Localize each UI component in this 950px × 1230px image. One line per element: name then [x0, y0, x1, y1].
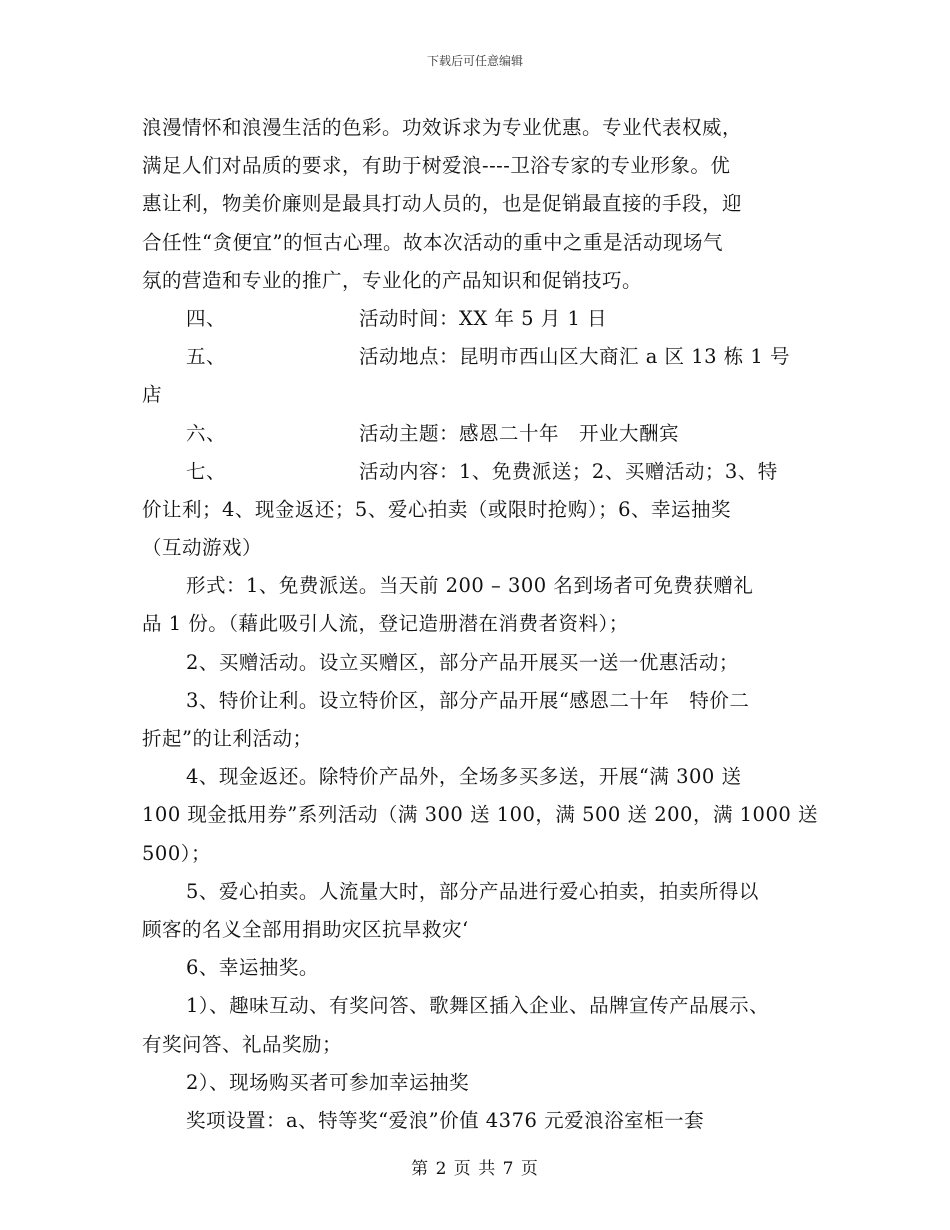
text-line: [142, 682, 842, 720]
line-text: 合任性“贪便宜”的恒古心理。故本次活动的重中之重是活动现场气: [142, 230, 723, 254]
text-line: [142, 262, 842, 300]
text-line: [142, 835, 842, 873]
line-text: 活动内容：1、免费派送；2、买赠活动；3、特: [359, 459, 778, 483]
text-line: [142, 796, 842, 834]
line-text: 4、现金返还。除特价产品外，全场多买多送，开展“满 300 送: [186, 765, 742, 789]
line-text: 浪漫情怀和浪漫生活的色彩。功效诉求为专业优惠。专业代表权威，: [142, 116, 743, 139]
section-number: 五、: [186, 345, 227, 369]
text-line: [142, 987, 842, 1025]
line-text: 店: [142, 383, 163, 407]
line-text: 100 现金抵用券”系列活动（满 300 送 100，满 500 送 200，满 1000 送: [142, 803, 818, 827]
line-text: 惠让利，物美价廉则是最具打动人员的，也是促销最直接的手段，迎: [142, 192, 743, 216]
line-text: （互动游戏）: [142, 536, 263, 560]
text-line: [142, 1026, 842, 1064]
text-line: [142, 109, 842, 147]
text-line: [142, 1064, 842, 1102]
line-text: 6、幸运抽奖。: [186, 956, 319, 980]
section-number: 六、: [186, 421, 227, 445]
line-text: 3、特价让利。设立特价区，部分产品开展“感恩二十年 特价二: [186, 688, 750, 712]
line-text: 奖项设置：a、特等奖“爱浪”价值 4376 元爱浪浴室柜一套: [186, 1108, 705, 1132]
text-line: [142, 873, 842, 911]
line-text: 500）；: [142, 841, 211, 865]
line-text: 1）、趣味互动、有奖问答、歌舞区插入企业、品牌宣传产品展示、: [186, 994, 770, 1018]
text-line: [142, 338, 842, 376]
line-text: 活动地点：昆明市西山区大商汇 a 区 13 栋 1 号: [359, 345, 791, 369]
text-line: [142, 147, 842, 185]
page-header: 下载后可任意编辑: [426, 54, 523, 68]
text-line: [142, 949, 842, 987]
text-line: [142, 529, 842, 567]
text-line: [142, 415, 842, 453]
text-line: [142, 491, 842, 529]
text-line: [142, 567, 842, 605]
text-line: [142, 224, 842, 262]
document-body: [142, 109, 842, 1140]
text-line: [142, 300, 842, 338]
section-number: 四、: [186, 306, 227, 330]
page-footer: 第 2 页 共 7 页: [411, 1159, 539, 1179]
line-text: 价让利；4、现金返还；5、爱心拍卖（或限时抢购）；6、幸运抽奖: [142, 497, 731, 521]
line-text: 形式：1、免费派送。当天前 200 – 300 名到场者可免费获赠礼: [186, 574, 754, 598]
text-line: [142, 911, 842, 949]
line-text: 2）、现场购买者可参加幸运抽奖: [186, 1070, 470, 1094]
section-number: 七、: [186, 459, 227, 483]
line-text: 满足人们对品质的要求，有助于树爱浪----卫浴专家的专业形象。优: [142, 154, 731, 178]
text-line: [142, 1102, 842, 1140]
line-text: 5、爱心拍卖。人流量大时，部分产品进行爱心拍卖，拍卖所得以: [186, 879, 759, 903]
line-text: 活动主题：感恩二十年 开业大酬宾: [359, 421, 680, 445]
text-line: [142, 758, 842, 796]
text-line: [142, 644, 842, 682]
line-text: 2、买赠活动。设立买赠区，部分产品开展买一送一优惠活动；: [186, 650, 739, 674]
line-text: 顾客的名义全部用捐助灾区抗旱救灾‘: [142, 917, 469, 941]
text-line: [142, 453, 842, 491]
line-text: 氛的营造和专业的推广，专业化的产品知识和促销技巧。: [142, 268, 643, 292]
text-line: [142, 605, 842, 643]
text-line: [142, 376, 842, 414]
line-text: 活动时间：XX 年 5 月 1 日: [359, 306, 608, 330]
text-line: [142, 720, 842, 758]
text-line: [142, 185, 842, 223]
line-text: 折起”的让利活动；: [142, 727, 313, 750]
line-text: 有奖问答、礼品奖励；: [142, 1032, 343, 1056]
line-text: 品 1 份。（藉此吸引人流，登记造册潜在消费者资料）；: [142, 612, 629, 636]
